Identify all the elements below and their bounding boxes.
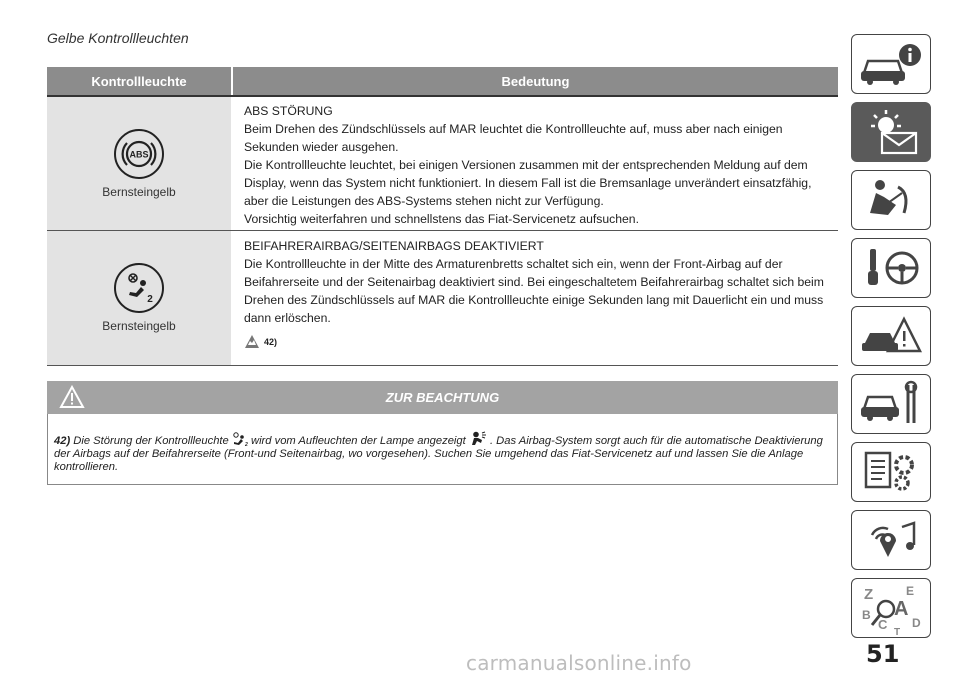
row-title: ABS STÖRUNG [244, 104, 333, 118]
color-label: Bernsteingelb [102, 319, 176, 333]
section-title: Gelbe Kontrollleuchten [47, 30, 189, 46]
table-row [47, 97, 838, 231]
airbag-off-inline-icon [232, 432, 248, 447]
abs-icon-text: ABS [129, 149, 149, 159]
warning-ref: 42) [54, 435, 71, 447]
color-label: Bernsteingelb [102, 184, 176, 199]
car-tools-icon [858, 379, 924, 429]
caution-reference-icon [244, 334, 260, 350]
abs-warning-icon [114, 129, 164, 179]
row-text-3: Vorsichtig weiterfahren und schnellstens das Fiat-Servicenetz aufsuchen. [244, 212, 639, 226]
watermark: carmanualsonline.info [466, 651, 692, 675]
index-az-icon [858, 579, 924, 637]
tab-multimedia[interactable] [851, 510, 931, 570]
indicator-cell [47, 97, 231, 230]
airbag-off-icon [114, 263, 164, 313]
warning-text-1: Die Störung der Kontrollleuchte [73, 435, 229, 447]
svg-text:C: C [878, 617, 888, 632]
warning-light-envelope-icon [858, 107, 924, 157]
row-text: Die Kontrollleuchte in der Mitte des Armaturenbretts schaltet sich ein, wenn der Front-Airbag auf der Beifahrerseite und der Seitenairbag deaktiviert sind. Bei eingeschaltetem Beifahrerairbag schaltet sich beim Drehen des Zündschlüssels auf MAR die Kontrollleuchte einige Sekunden lang mit Dauerlicht ein und muss dann erlöschen. [244, 257, 824, 325]
svg-text:D: D [912, 616, 921, 630]
multimedia-icon [858, 515, 924, 565]
car-info-icon [858, 41, 924, 87]
svg-text:Z: Z [864, 586, 874, 603]
table-row [47, 231, 838, 366]
warning-triangle-icon [59, 385, 85, 409]
reference-number: 42) [264, 337, 278, 347]
warning-text-2: wird vom Aufleuchten der Lampe angezeigt [250, 435, 466, 447]
warning-header [47, 381, 838, 414]
svg-text:B: B [862, 608, 871, 622]
warning-title: ZUR BEACHTUNG [385, 390, 500, 405]
warning-text-3: . Das Airbag-System sorgt auch für die automatische Deaktivierung der Airbags auf der Beifahrerseite (Front-und Seitenairbag, wo vorgesehen). Suchen Sie umgehend das Fiat-Servicenetz auf und lassen Sie die Anlage kontrollieren. [54, 435, 823, 473]
indicator-cell [47, 231, 231, 365]
tab-index[interactable] [851, 578, 931, 638]
svg-text:T: T [894, 627, 901, 637]
warning-body [47, 414, 838, 485]
reference-link[interactable] [244, 333, 830, 351]
page-number: 51 [866, 640, 900, 668]
table-header [47, 67, 838, 97]
seat-airbag-icon [858, 175, 924, 225]
header-bedeutung: Bedeutung [231, 67, 838, 95]
row-text: Beim Drehen des Zündschlüssels auf MAR leuchtet die Kontrollleuchte auf, muss aber nach einigen Sekunden wieder ausgehen. [244, 122, 783, 154]
tab-warning-lights[interactable] [851, 102, 931, 162]
tab-starting-driving[interactable] [851, 238, 931, 298]
accident-warning-icon [858, 311, 924, 361]
tab-safety[interactable] [851, 170, 931, 230]
tab-emergency[interactable] [851, 306, 931, 366]
meaning-cell [231, 97, 838, 230]
svg-text:E: E [906, 584, 915, 598]
specs-gear-icon [858, 447, 924, 497]
header-kontrollleuchte: Kontrollleuchte [91, 73, 187, 89]
warning-lights-table [47, 67, 838, 366]
airbag-icon-number: 2 [147, 294, 153, 305]
meaning-cell [231, 231, 838, 365]
tab-maintenance[interactable] [851, 374, 931, 434]
svg-text:2: 2 [244, 442, 248, 447]
tab-technical-data[interactable] [851, 442, 931, 502]
steering-key-icon [858, 243, 924, 293]
tab-car-info[interactable] [851, 34, 931, 94]
airbag-failure-inline-icon [469, 431, 487, 447]
svg-text:A: A [894, 598, 909, 620]
row-text-2: Die Kontrollleuchte leuchtet, bei einigen Versionen zusammen mit der entsprechenden Meldung auf dem Display, wenn das System nicht funktioniert. In diesem Fall ist die Bremsanlage unverändert einsatzfähig, aber die Leistungen des ABS-Systems stehen nicht zur Verfügung. [244, 158, 812, 208]
row-title: BEIFAHRERAIRBAG/SEITENAIRBAGS DEAKTIVIERT [244, 239, 544, 253]
